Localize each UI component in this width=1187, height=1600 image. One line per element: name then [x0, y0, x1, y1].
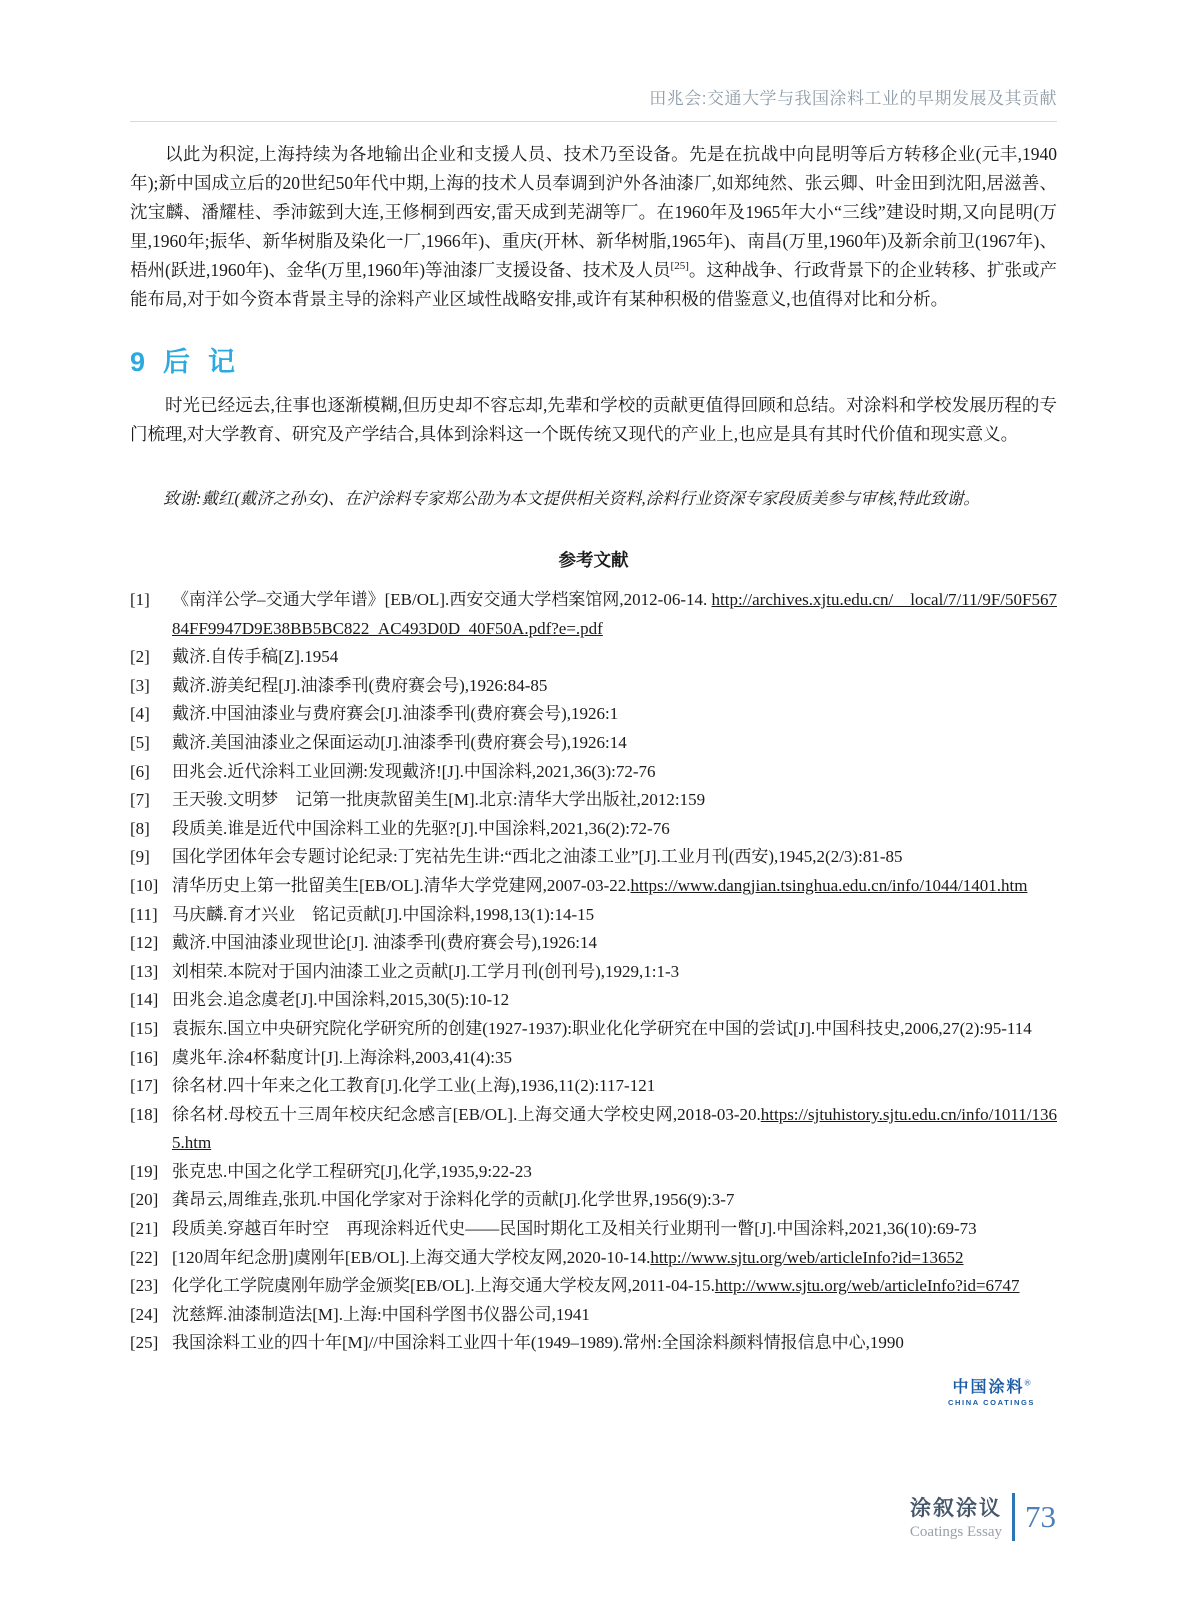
reference-url-link[interactable]: http://archives.xjtu.edu.cn/__local/7/11/9F/50F56784FF9947D9E38BB5BC822_AC493D0D_40F50A.pdf?e=.pdf	[172, 590, 1057, 638]
column-title	[910, 1492, 1012, 1541]
reference-pre-text: [120周年纪念册]虞刚年[EB/OL].上海交通大学校友网,2020-10-14.	[172, 1247, 651, 1267]
reference-text	[172, 786, 1057, 815]
reference-number: [22]	[130, 1247, 159, 1267]
references-heading: 参考文献	[558, 550, 629, 570]
reference-item	[130, 586, 1057, 643]
reference-item	[130, 1015, 1057, 1044]
reference-pre-text: 龚昂云,周维垚,张玑.中国化学家对于涂料化学的贡献[J].化学世界,1956(9):3-7	[172, 1190, 735, 1210]
reference-item	[130, 1072, 1057, 1101]
reference-pre-text: 沈慈辉.油漆制造法[M].上海:中国科学图书仪器公司,1941	[172, 1304, 590, 1324]
reference-pre-text: 清华历史上第一批留美生[EB/OL].清华大学党建网,2007-03-22.	[172, 875, 631, 895]
reference-item	[130, 1272, 1057, 1301]
citation-superscript-25: [25]	[670, 260, 689, 273]
reference-item	[130, 986, 1057, 1015]
reference-item	[130, 958, 1057, 987]
reference-text	[172, 1072, 1057, 1101]
reference-text	[172, 901, 1057, 930]
paragraph-text: 以此为积淀,上海持续为各地输出企业和支援人员、技术乃至设备。先是在抗战中向昆明等后方转移企业(元丰,1940年);新中国成立后的20世纪50年代中期,上海的技术人员奉调到沪外各油漆厂,如郑纯然、张云卿、叶金田到沈阳,居滋善、沈宝麟、潘耀桂、季沛鋐到大连,王修桐到西安,雷天成到芜湖等厂。在1960年及1965年大小“三线”建设时期,又向昆明(万里,1960年;振华、新华树脂及染化一厂,1966年)、重庆(开林、新华树脂,1965年)、南昌(万里,1960年)及新余前卫(1967年)、梧州(跃进,1960年)、金华(万里,1960年)等油漆厂支援设备、技术及人员	[130, 144, 1057, 280]
reference-text	[172, 1215, 1057, 1244]
reference-text	[172, 1186, 1057, 1215]
reference-number: [13]	[130, 961, 159, 981]
reference-number: [9]	[130, 847, 150, 867]
reference-item	[130, 1329, 1057, 1358]
reference-pre-text: 马庆麟.育才兴业 铭记贡献[J].中国涂料,1998,13(1):14-15	[172, 904, 595, 924]
reference-pre-text: 《南洋公学–交通大学年谱》[EB/OL].西安交通大学档案馆网,2012-06-14.	[172, 590, 712, 609]
reference-number: [20]	[130, 1190, 159, 1210]
reference-number: [12]	[130, 933, 159, 953]
reference-number: [24]	[130, 1304, 159, 1324]
reference-item	[130, 758, 1057, 787]
reference-text	[172, 1329, 1057, 1358]
reference-item	[130, 815, 1057, 844]
reference-pre-text: 我国涂料工业的四十年[M]//中国涂料工业四十年(1949–1989).常州:全国涂料颜料情报信息中心,1990	[172, 1333, 904, 1353]
reference-number: [10]	[130, 875, 159, 895]
reference-number: [15]	[130, 1018, 159, 1038]
reference-pre-text: 化学化工学院虞刚年励学金颁奖[EB/OL].上海交通大学校友网,2011-04-15.	[172, 1276, 715, 1296]
reference-text	[172, 729, 1057, 758]
reference-text	[172, 843, 1057, 872]
reference-number: [4]	[130, 704, 150, 724]
reference-text	[172, 1101, 1057, 1158]
reference-pre-text: 袁振东.国立中央研究院化学研究所的创建(1927-1937):职业化化学研究在中国的尝试[J].中国科技史,2006,27(2):95-114	[172, 1018, 1032, 1038]
reference-item	[130, 901, 1057, 930]
reference-url-link[interactable]: https://www.dangjian.tsinghua.edu.cn/info/1044/1401.htm	[630, 875, 1028, 895]
reference-pre-text: 虞兆年.涂4杯黏度计[J].上海涂料,2003,41(4):35	[172, 1047, 512, 1067]
reference-item	[130, 1215, 1057, 1244]
reference-number: [21]	[130, 1219, 159, 1239]
reference-item	[130, 929, 1057, 958]
reference-text	[172, 1272, 1057, 1301]
reference-pre-text: 段质美.穿越百年时空 再现涂料近代史——民国时期化工及相关行业期刊一瞥[J].中国涂料,2021,36(10):69-73	[172, 1219, 977, 1239]
reference-number: [14]	[130, 990, 159, 1010]
reference-pre-text: 戴济.自传手稿[Z].1954	[172, 647, 339, 667]
reference-pre-text: 徐名材.母校五十三周年校庆纪念感言[EB/OL].上海交通大学校史网,2018-03-20.	[172, 1104, 761, 1124]
reference-pre-text: 戴济.游美纪程[J].油漆季刊(费府赛会号),1926:84-85	[172, 675, 548, 695]
paragraph-postscript: 时光已经远去,往事也逐渐模糊,但历史却不容忘却,先辈和学校的贡献更值得回顾和总结。对涂料和学校发展历程的专门梳理,对大学教育、研究及产学结合,具体到涂料这一个既传统又现代的产业上,也应是具有其时代价值和现实意义。	[130, 395, 1057, 444]
reference-pre-text: 田兆会.追念虞老[J].中国涂料,2015,30(5):10-12	[172, 990, 510, 1010]
reference-item	[130, 1044, 1057, 1073]
reference-number: [19]	[130, 1161, 159, 1181]
reference-text	[172, 758, 1057, 787]
reference-number: [11]	[130, 904, 158, 924]
reference-text	[172, 872, 1057, 901]
reference-item	[130, 1101, 1057, 1158]
page-number: 73	[1025, 1498, 1056, 1534]
reference-item	[130, 729, 1057, 758]
reference-number: [8]	[130, 818, 150, 838]
reference-number: [1]	[130, 590, 150, 609]
reference-pre-text: 戴济.中国油漆业现世论[J]. 油漆季刊(费府赛会号),1926:14	[172, 933, 597, 953]
reference-text	[172, 1044, 1057, 1073]
references-list	[130, 586, 1057, 1358]
paragraph-transfer-history	[130, 140, 1057, 314]
reference-number: [16]	[130, 1047, 159, 1067]
reference-text	[172, 958, 1057, 987]
reference-item	[130, 1186, 1057, 1215]
section-heading-postscript: 9 后 记	[130, 347, 237, 377]
reference-pre-text: 刘相荣.本院对于国内油漆工业之贡献[J].工学月刊(创刊号),1929,1:1-3	[172, 961, 680, 981]
reference-item	[130, 700, 1057, 729]
page-content	[130, 0, 1057, 1358]
page-header	[130, 0, 1057, 122]
reference-text	[172, 986, 1057, 1015]
reference-pre-text: 王天骏.文明梦 记第一批庚款留美生[M].北京:清华大学出版社,2012:159	[172, 790, 706, 810]
reference-pre-text: 段质美.谁是近代中国涂料工业的先驱?[J].中国涂料,2021,36(2):72-76	[172, 818, 670, 838]
logo-wordmark	[948, 1378, 1035, 1398]
logo-en-text: CHINA COATINGS	[948, 1398, 1035, 1407]
reference-text	[172, 586, 1057, 643]
reference-url-link[interactable]: https://sjtuhistory.sjtu.edu.cn/info/1011/1365.htm	[172, 1104, 1057, 1153]
reference-number: [5]	[130, 732, 150, 752]
reference-text	[172, 1158, 1057, 1187]
running-title: 田兆会:交通大学与我国涂料工业的早期发展及其贡献	[130, 84, 1057, 122]
reference-text	[172, 643, 1057, 672]
reference-number: [7]	[130, 790, 150, 810]
reference-url-link[interactable]: http://www.sjtu.org/web/articleInfo?id=6747	[714, 1276, 1020, 1296]
reference-number: [2]	[130, 647, 150, 667]
reference-pre-text: 戴济.美国油漆业之保面运动[J].油漆季刊(费府赛会号),1926:14	[172, 732, 627, 752]
reference-text	[172, 1301, 1057, 1330]
paragraph-text: 。这种战争、行政背景下的企业转移、扩张或产能布局,对于如今资本背景主导的涂料产业区域性战略安排,或许有某种积极的借鉴意义,也值得对比和分析。	[130, 260, 1058, 309]
reference-item	[130, 872, 1057, 901]
reference-text	[172, 672, 1057, 701]
reference-item	[130, 843, 1057, 872]
section-page-marker	[910, 1492, 1056, 1541]
china-coatings-logo	[948, 1378, 1035, 1407]
reference-number: [18]	[130, 1104, 159, 1124]
reference-item	[130, 1158, 1057, 1187]
acknowledgment-note: 致谢:戴红(戴济之孙女)、在沪涂料专家郑公劭为本文提供相关资料,涂料行业资深专家段质美参与审核,特此致谢。	[163, 489, 980, 508]
reference-pre-text: 国化学团体年会专题讨论纪录:丁宪祜先生讲:“西北之油漆工业”[J].工业月刊(西安),1945,2(2/3):81-85	[172, 847, 903, 867]
reference-pre-text: 田兆会.近代涂料工业回溯:发现戴济![J].中国涂料,2021,36(3):72-76	[172, 761, 656, 781]
reference-item	[130, 643, 1057, 672]
reference-item	[130, 672, 1057, 701]
reference-text	[172, 1015, 1057, 1044]
reference-number: [25]	[130, 1333, 159, 1353]
reference-text	[172, 929, 1057, 958]
reference-text	[172, 815, 1057, 844]
logo-cn-text: 中国涂料	[952, 1379, 1025, 1396]
reference-number: [17]	[130, 1076, 159, 1096]
reference-number: [23]	[130, 1276, 159, 1296]
reference-number: [6]	[130, 761, 150, 781]
column-title-cn: 涂叙涂议	[910, 1497, 1002, 1520]
reference-number: [3]	[130, 675, 150, 695]
column-title-en: Coatings Essay	[909, 1524, 1002, 1540]
reference-text	[172, 1244, 1057, 1273]
reference-item	[130, 1244, 1057, 1273]
reference-pre-text: 徐名材.四十年来之化工教育[J].化学工业(上海),1936,11(2):117-121	[172, 1076, 656, 1096]
reference-text	[172, 700, 1057, 729]
reference-item	[130, 786, 1057, 815]
reference-pre-text: 张克忠.中国之化学工程研究[J],化学,1935,9:22-23	[172, 1161, 532, 1181]
reference-item	[130, 1301, 1057, 1330]
reference-url-link[interactable]: http://www.sjtu.org/web/articleInfo?id=13652	[650, 1247, 964, 1267]
reference-pre-text: 戴济.中国油漆业与费府赛会[J].油漆季刊(费府赛会号),1926:1	[172, 704, 619, 724]
registered-mark-icon: ®	[1024, 1378, 1031, 1388]
